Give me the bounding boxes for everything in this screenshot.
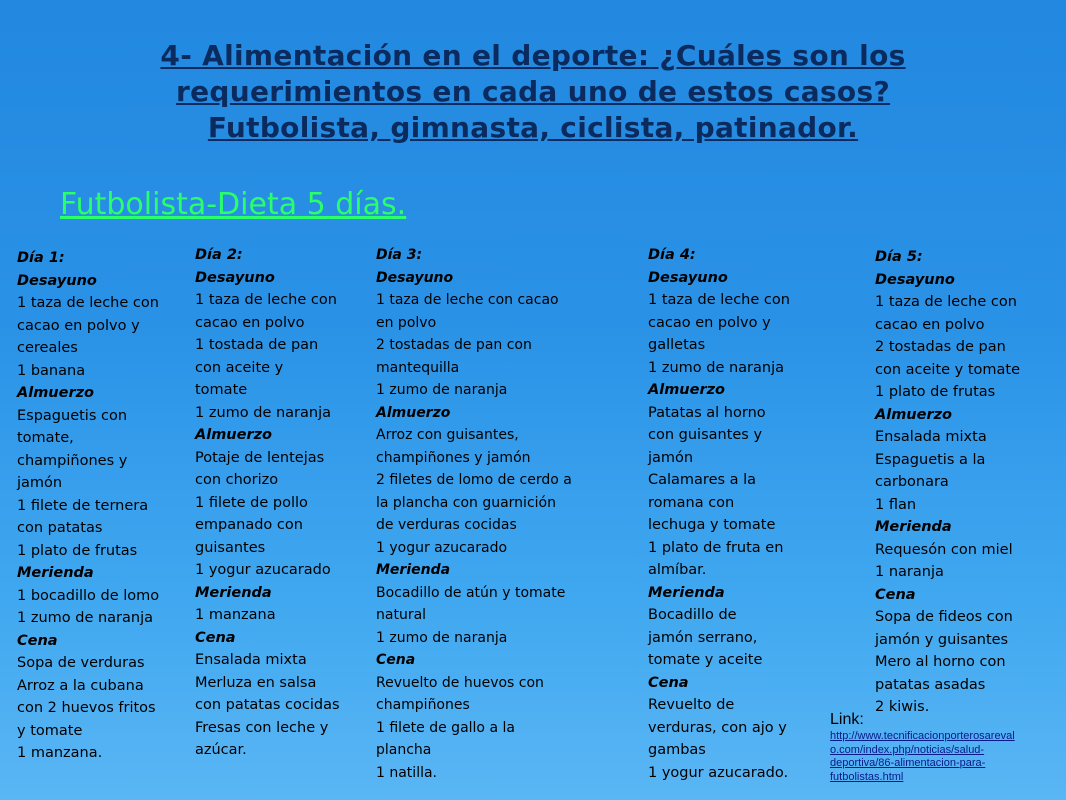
meal-heading: Desayuno [875, 271, 955, 288]
meal-item: 1 yogur azucarado. [648, 764, 789, 781]
meal-heading: Día 1: [17, 250, 65, 266]
meal-item: plancha [376, 742, 432, 758]
meal-heading: Merienda [376, 562, 451, 578]
meal-item: 2 kiwis. [875, 699, 930, 715]
meal-item: con patatas [17, 520, 103, 536]
meal-heading: Desayuno [376, 269, 454, 286]
meal-item: la plancha con guarnición [376, 494, 556, 511]
meal-item: con aceite y tomate [875, 361, 1021, 378]
meal-item: champiñones y jamón [376, 449, 531, 466]
meal-heading: Almuerzo [875, 406, 953, 423]
link-url-line: http://www.tecnificacionporterosareval [830, 730, 1015, 742]
meal-item: 1 flan [875, 496, 917, 513]
meal-item: guisantes [195, 539, 266, 556]
link-url-line: deportiva/86-alimentacion-para- [830, 757, 986, 769]
meal-item: 1 bocadillo de lomo [17, 587, 160, 604]
meal-item: 1 taza de leche con [195, 292, 337, 308]
day-1-column [17, 247, 159, 765]
link-label: Link: [830, 711, 864, 728]
day-4-column [648, 244, 790, 784]
meal-heading: Día 3: [376, 247, 423, 263]
meal-item: y tomate [17, 722, 83, 739]
day-3-column [376, 244, 572, 784]
meal-item: Merluza en salsa [195, 674, 317, 691]
meal-item: Ensalada mixta [875, 429, 987, 445]
meal-item: 1 yogur azucarado [376, 539, 508, 556]
meal-item: 1 plato de frutas [875, 384, 996, 400]
meal-item: con aceite y [195, 359, 284, 376]
meal-item: 1 zumo de naranja [376, 382, 508, 398]
meal-item: 1 taza de leche con cacao [376, 292, 559, 308]
meal-heading: Día 2: [195, 247, 243, 263]
meal-item: de verduras cocidas [376, 517, 517, 533]
meal-item: 1 filete de gallo a la [376, 719, 515, 736]
meal-item: 2 filetes de lomo de cerdo a [376, 472, 572, 488]
meal-item: 1 manzana [195, 607, 276, 623]
source-link-box [830, 710, 1062, 784]
meal-heading: Cena [648, 674, 689, 691]
meal-item: natural [376, 607, 427, 623]
meal-heading: Merienda [195, 584, 272, 601]
meal-heading: Almuerzo [376, 404, 451, 421]
meal-item: Bocadillo de [648, 607, 737, 623]
meal-item: 1 plato de fruta en [648, 539, 784, 556]
meal-item: Mero al horno con [875, 654, 1006, 670]
meal-heading: Merienda [875, 519, 952, 535]
meal-item: jamón [17, 475, 63, 491]
meal-heading: Almuerzo [195, 427, 273, 443]
meal-item: 1 manzana. [17, 745, 103, 761]
meal-item: cacao en polvo [195, 314, 305, 331]
title-line-1: 4- Alimentación en el deporte: ¿Cuáles son los [160, 39, 906, 72]
meal-item: Arroz a la cubana [17, 677, 144, 694]
meal-item: tomate, [17, 430, 74, 446]
meal-item: 1 filete de pollo [195, 494, 308, 511]
meal-item: Sopa de fideos con [875, 609, 1013, 625]
title-line-2: requerimientos en cada uno de estos casos? [176, 75, 890, 108]
meal-item: Calamares a la [648, 472, 757, 488]
meal-item: 1 yogur azucarado [195, 562, 331, 578]
meal-item: Espaguetis con [17, 407, 128, 424]
meal-item: Revuelto de [648, 697, 735, 713]
meal-item: Requesón con miel [875, 541, 1013, 558]
meal-item: 1 zumo de naranja [648, 359, 785, 376]
meal-item: cacao en polvo [875, 316, 985, 333]
title-line-3: Futbolista, gimnasta, ciclista, patinador. [207, 111, 859, 144]
meal-item: romana con [648, 494, 735, 511]
meal-item: con chorizo [195, 472, 279, 488]
meal-heading: Merienda [648, 584, 725, 601]
meal-item: con 2 huevos fritos [17, 700, 156, 716]
meal-item: champiñones [376, 697, 470, 713]
meal-item: cacao en polvo y [17, 317, 140, 334]
meal-item: champiñones y [17, 452, 128, 469]
meal-item: 2 tostadas de pan [875, 339, 1006, 355]
meal-heading: Cena [195, 629, 236, 646]
meal-item: tomate y aceite [648, 652, 763, 668]
meal-item: 1 filete de ternera [17, 497, 149, 514]
meal-heading: Desayuno [17, 272, 97, 289]
meal-item: jamón serrano, [648, 629, 758, 646]
meal-item: Patatas al horno [648, 404, 766, 421]
meal-item: 1 zumo de naranja [17, 610, 154, 626]
meal-item: 1 zumo de naranja [195, 404, 332, 421]
meal-item: verduras, con ajo y [648, 719, 787, 736]
meal-heading: Almuerzo [648, 382, 726, 398]
meal-item: Potaje de lentejas [195, 449, 325, 466]
link-url-line: futbolistas.html [830, 770, 904, 783]
meal-item: lechuga y tomate [648, 517, 776, 533]
meal-item: carbonara [875, 474, 949, 490]
meal-item: en polvo [376, 314, 437, 331]
meal-item: patatas asadas [875, 676, 986, 693]
meal-item: cacao en polvo y [648, 314, 771, 331]
meal-item: 1 zumo de naranja [376, 629, 508, 646]
meal-heading: Desayuno [195, 269, 275, 286]
meal-item: 1 taza de leche con [875, 294, 1017, 310]
meal-item: almíbar. [648, 562, 707, 578]
meal-heading: Cena [875, 586, 916, 603]
meal-item: Ensalada mixta [195, 652, 307, 668]
meal-item: Espaguetis a la [875, 451, 986, 468]
meal-heading: Cena [17, 632, 58, 649]
day-5-column [875, 246, 1020, 719]
meal-heading: Almuerzo [17, 385, 95, 401]
day-2-column [195, 244, 340, 762]
meal-item: 1 natilla. [376, 764, 437, 781]
meal-heading: Día 4: [648, 247, 696, 263]
source-link[interactable] [830, 730, 1062, 784]
meal-item: Arroz con guisantes, [376, 427, 519, 443]
meal-item: 1 tostada de pan [195, 337, 319, 353]
meal-item: con patatas cocidas [195, 697, 340, 713]
meal-item: 1 taza de leche con [17, 295, 159, 311]
meal-item: tomate [195, 382, 248, 398]
meal-item: Fresas con leche y [195, 719, 329, 736]
meal-item: Revuelto de huevos con [376, 674, 544, 691]
meal-item: con guisantes y [648, 427, 763, 443]
meal-heading: Desayuno [648, 269, 728, 286]
meal-item: galletas [648, 337, 706, 353]
meal-item: jamón [648, 449, 694, 466]
meal-item: jamón y guisantes [875, 631, 1009, 648]
meal-item: 1 banana [17, 362, 86, 379]
meal-heading: Cena [376, 652, 416, 668]
meal-item: gambas [648, 742, 706, 758]
meal-item: 1 naranja [875, 564, 944, 580]
page-title [60, 38, 1006, 146]
meal-item: 2 tostadas de pan con [376, 337, 532, 353]
meal-item: azúcar. [195, 742, 247, 758]
meal-item: mantequilla [376, 359, 460, 376]
meal-item: Sopa de verduras [17, 655, 145, 671]
subtitle-diet: Futbolista-Dieta 5 días. [60, 187, 407, 222]
meal-item: Bocadillo de atún y tomate [376, 584, 566, 601]
meal-item: empanado con [195, 517, 303, 533]
meal-item: 1 taza de leche con [648, 292, 790, 308]
meal-item: 1 plato de frutas [17, 542, 138, 559]
link-url-line: o.com/index.php/noticias/salud- [830, 743, 985, 756]
meal-heading: Día 5: [875, 249, 923, 265]
meal-heading: Merienda [17, 565, 94, 581]
meal-item: cereales [17, 340, 78, 356]
